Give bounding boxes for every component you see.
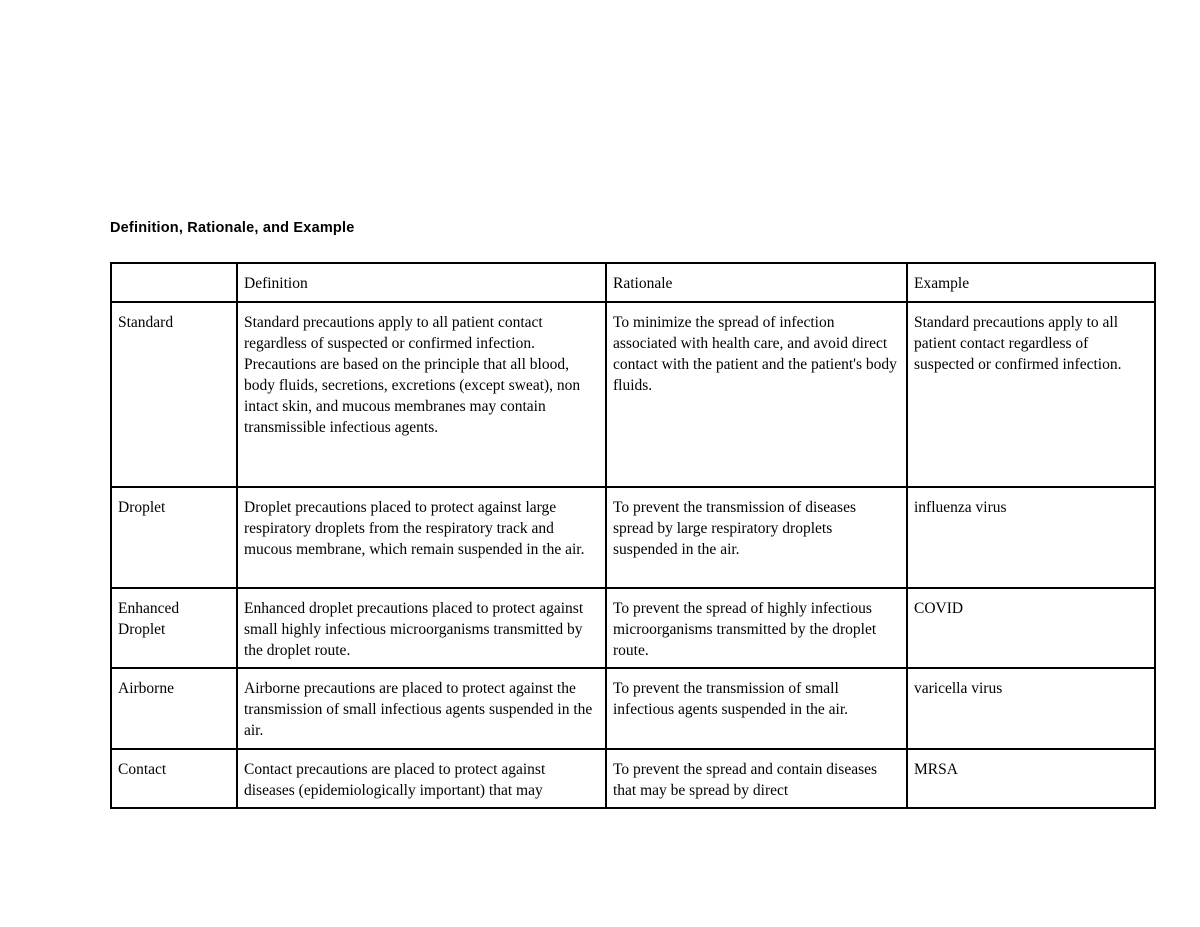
example-cell: MRSA xyxy=(907,749,1155,808)
example-cell: COVID xyxy=(907,588,1155,668)
header-cell-definition: Definition xyxy=(237,263,606,302)
definition-cell: Enhanced droplet precautions placed to protect against small highly infectious microorganisms transmitted by the droplet route. xyxy=(237,588,606,668)
row-label-cell: Droplet xyxy=(111,487,237,588)
precautions-table xyxy=(110,262,1156,809)
table-row-standard xyxy=(111,302,1155,487)
example-cell: influenza virus xyxy=(907,487,1155,588)
table-row-airborne xyxy=(111,668,1155,749)
table-row-contact xyxy=(111,749,1155,808)
row-label-cell: Enhanced Droplet xyxy=(111,588,237,668)
table-row-enhanced-droplet xyxy=(111,588,1155,668)
header-cell-example: Example xyxy=(907,263,1155,302)
rationale-cell: To prevent the spread and contain diseases that may be spread by direct xyxy=(606,749,907,808)
rationale-cell: To prevent the transmission of diseases spread by large respiratory droplets suspended in the air. xyxy=(606,487,907,588)
example-cell: Standard precautions apply to all patient contact regardless of suspected or confirmed infection. xyxy=(907,302,1155,487)
definition-cell: Droplet precautions placed to protect against large respiratory droplets from the respiratory track and mucous membrane, which remain suspended in the air. xyxy=(237,487,606,588)
rationale-cell: To prevent the transmission of small infectious agents suspended in the air. xyxy=(606,668,907,749)
precautions-table-container xyxy=(110,262,1154,809)
row-label-cell: Standard xyxy=(111,302,237,487)
row-label-cell: Airborne xyxy=(111,668,237,749)
table-header-row xyxy=(111,263,1155,302)
header-cell-rationale: Rationale xyxy=(606,263,907,302)
example-cell: varicella virus xyxy=(907,668,1155,749)
rationale-cell: To minimize the spread of infection associated with health care, and avoid direct contact with the patient and the patient's body fluids. xyxy=(606,302,907,487)
header-cell-empty xyxy=(111,263,237,302)
table-row-droplet xyxy=(111,487,1155,588)
definition-cell: Standard precautions apply to all patient contact regardless of suspected or confirmed infection. Precautions are based on the principle that all blood, body fluids, secretions, excretions (except sweat), non intact skin, and mucous membranes may contain transmissible infectious agents. xyxy=(237,302,606,487)
definition-cell: Airborne precautions are placed to protect against the transmission of small infectious agents suspended in the air. xyxy=(237,668,606,749)
definition-cell: Contact precautions are placed to protect against diseases (epidemiologically important) that may xyxy=(237,749,606,808)
row-label-cell: Contact xyxy=(111,749,237,808)
rationale-cell: To prevent the spread of highly infectious microorganisms transmitted by the droplet route. xyxy=(606,588,907,668)
document-title: Definition, Rationale, and Example xyxy=(110,220,355,236)
